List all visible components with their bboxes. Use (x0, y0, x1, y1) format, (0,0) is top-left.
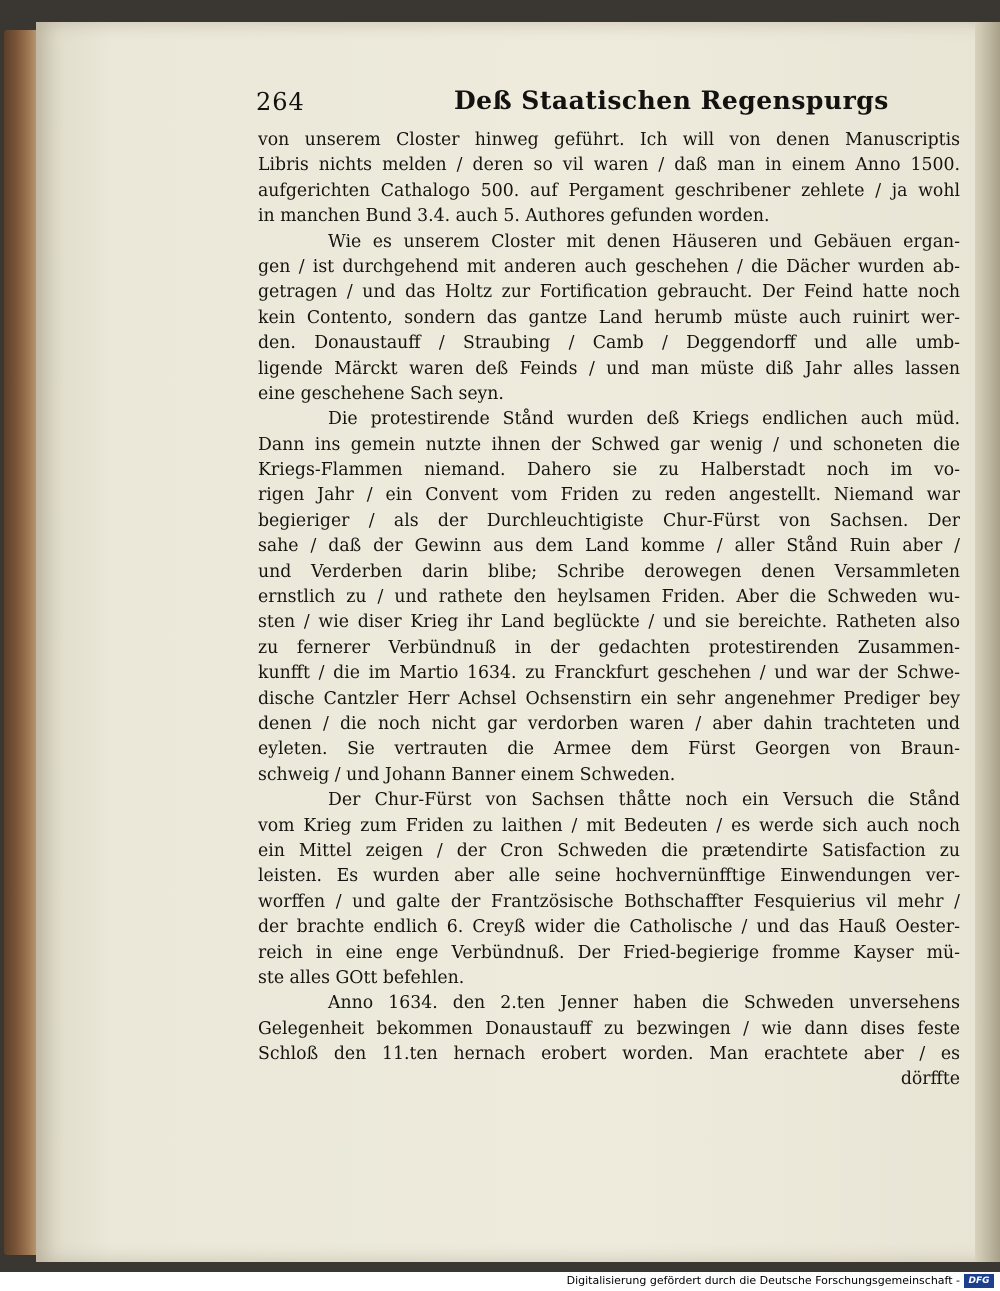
text-line: ste alles GOtt befehlen. (258, 967, 465, 988)
text-line: denen / die noch nicht gar verdorben waren / aber dahin trachteten und (258, 713, 960, 734)
text-line: ernstlich zu / und rathete den heylsamen Friden. Aber die Schweden wu- (258, 587, 960, 608)
text-line: reich in eine enge Verbündnuß. Der Fried-begierige fromme Kayser mü- (258, 942, 960, 963)
text-line: gen / ist durchgehend mit anderen auch geschehen / die Dächer wurden ab- (258, 256, 960, 277)
page-number: 264 (256, 88, 305, 116)
text-line: ein Mittel zeigen / der Cron Schweden die prætendirte Satisfaction zu (258, 840, 960, 861)
text-line: Die protestirende Stånd wurden deß Kriegs endlichen auch müd. (328, 409, 960, 430)
text-line: begieriger / als der Durchleuchtigiste Chur-Fürst von Sachsen. Der (258, 510, 960, 531)
text-body (258, 128, 960, 1093)
text-line: getragen / und das Holtz zur Fortification gebraucht. Der Feind hatte noch (258, 282, 960, 303)
running-title: Deß Staatischen Regenspurgs (454, 86, 889, 115)
text-line: dische Cantzler Herr Achsel Ochsenstirn ein sehr angenehmer Prediger bey (258, 688, 960, 709)
book-spine-edge (4, 30, 40, 1255)
text-line: sten / wie diser Krieg ihr Land beglückte / und sie bereichte. Ratheten also (258, 612, 960, 633)
footer-bar (0, 1272, 1000, 1291)
page-header (256, 86, 966, 122)
text-line: und Verderben darin blibe; Schribe derowegen denen Versammleten (258, 561, 960, 582)
text-line: Anno 1634. den 2.ten Jenner haben die Schweden unversehens (328, 993, 960, 1014)
text-line: Der Chur-Fürst von Sachsen thåtte noch ein Versuch die Stånd (328, 790, 960, 811)
digitization-credit: Digitalisierung gefördert durch die Deutsche Forschungsgemeinschaft - (566, 1274, 960, 1287)
text-line: sahe / daß der Gewinn aus dem Land komme / aller Stånd Ruin aber / (258, 536, 960, 557)
text-line: eyleten. Sie vertrauten die Armee dem Fürst Georgen von Braun- (258, 739, 960, 760)
text-line: zu fernerer Verbündnuß in der gedachten protestirenden Zusammen- (258, 637, 960, 658)
text-line: ligende Märckt waren deß Feinds / und man müste diß Jahr alles lassen (258, 358, 960, 379)
text-line: vom Krieg zum Friden zu laithen / mit Bedeuten / es werde sich auch noch (258, 815, 960, 836)
text-line: schweig / und Johann Banner einem Schweden. (258, 764, 676, 785)
text-line: worffen / und galte der Frantzösische Bothschaffter Fesquierius vil mehr / (258, 891, 960, 912)
text-line: der brachte endlich 6. Creyß wider die Catholische / und das Hauß Oester- (258, 917, 960, 938)
text-line: Wie es unserem Closter mit denen Häuseren und Gebäuen ergan- (328, 231, 960, 252)
text-line: kein Contento, sondern das gantze Land herumb müste auch ruinirt wer- (258, 307, 960, 328)
text-line: Gelegenheit bekommen Donaustauff zu bezwingen / wie dann dises feste (258, 1018, 960, 1039)
text-line: Kriegs-Flammen niemand. Dahero sie zu Halberstadt noch im vo- (258, 460, 960, 481)
page-right-edge (975, 22, 1000, 1262)
text-line: kunfft / die im Martio 1634. zu Franckfurt geschehen / und war der Schwe- (258, 663, 960, 684)
catchword: dörffte (900, 1069, 960, 1090)
dfg-logo: DFG (964, 1274, 994, 1288)
text-line: den. Donaustauff / Straubing / Camb / Deggendorff und alle umb- (258, 333, 960, 354)
text-line: Dann ins gemein nutzte ihnen der Schwed gar wenig / und schoneten die (258, 434, 960, 455)
text-line: Schloß den 11.ten hernach erobert worden. Man erachtete aber / es (258, 1044, 960, 1065)
text-line: eine geschehene Sach seyn. (258, 383, 504, 404)
text-line: rigen Jahr / ein Convent vom Friden zu reden angestellt. Niemand war (258, 485, 960, 506)
text-line: leisten. Es wurden aber alle seine hochvernünfftige Einwendungen ver- (258, 866, 960, 887)
text-line: von unserem Closter hinweg geführt. Ich will von denen Manuscriptis (258, 130, 960, 150)
text-line: in manchen Bund 3.4. auch 5. Authores gefunden worden. (258, 206, 770, 227)
text-line: Libris nichts melden / deren so vil waren / daß man in einem Anno 1500. (258, 155, 960, 176)
text-line: aufgerichten Cathalogo 500. auf Pergament geschribener zehlete / ja wohl (258, 180, 960, 201)
